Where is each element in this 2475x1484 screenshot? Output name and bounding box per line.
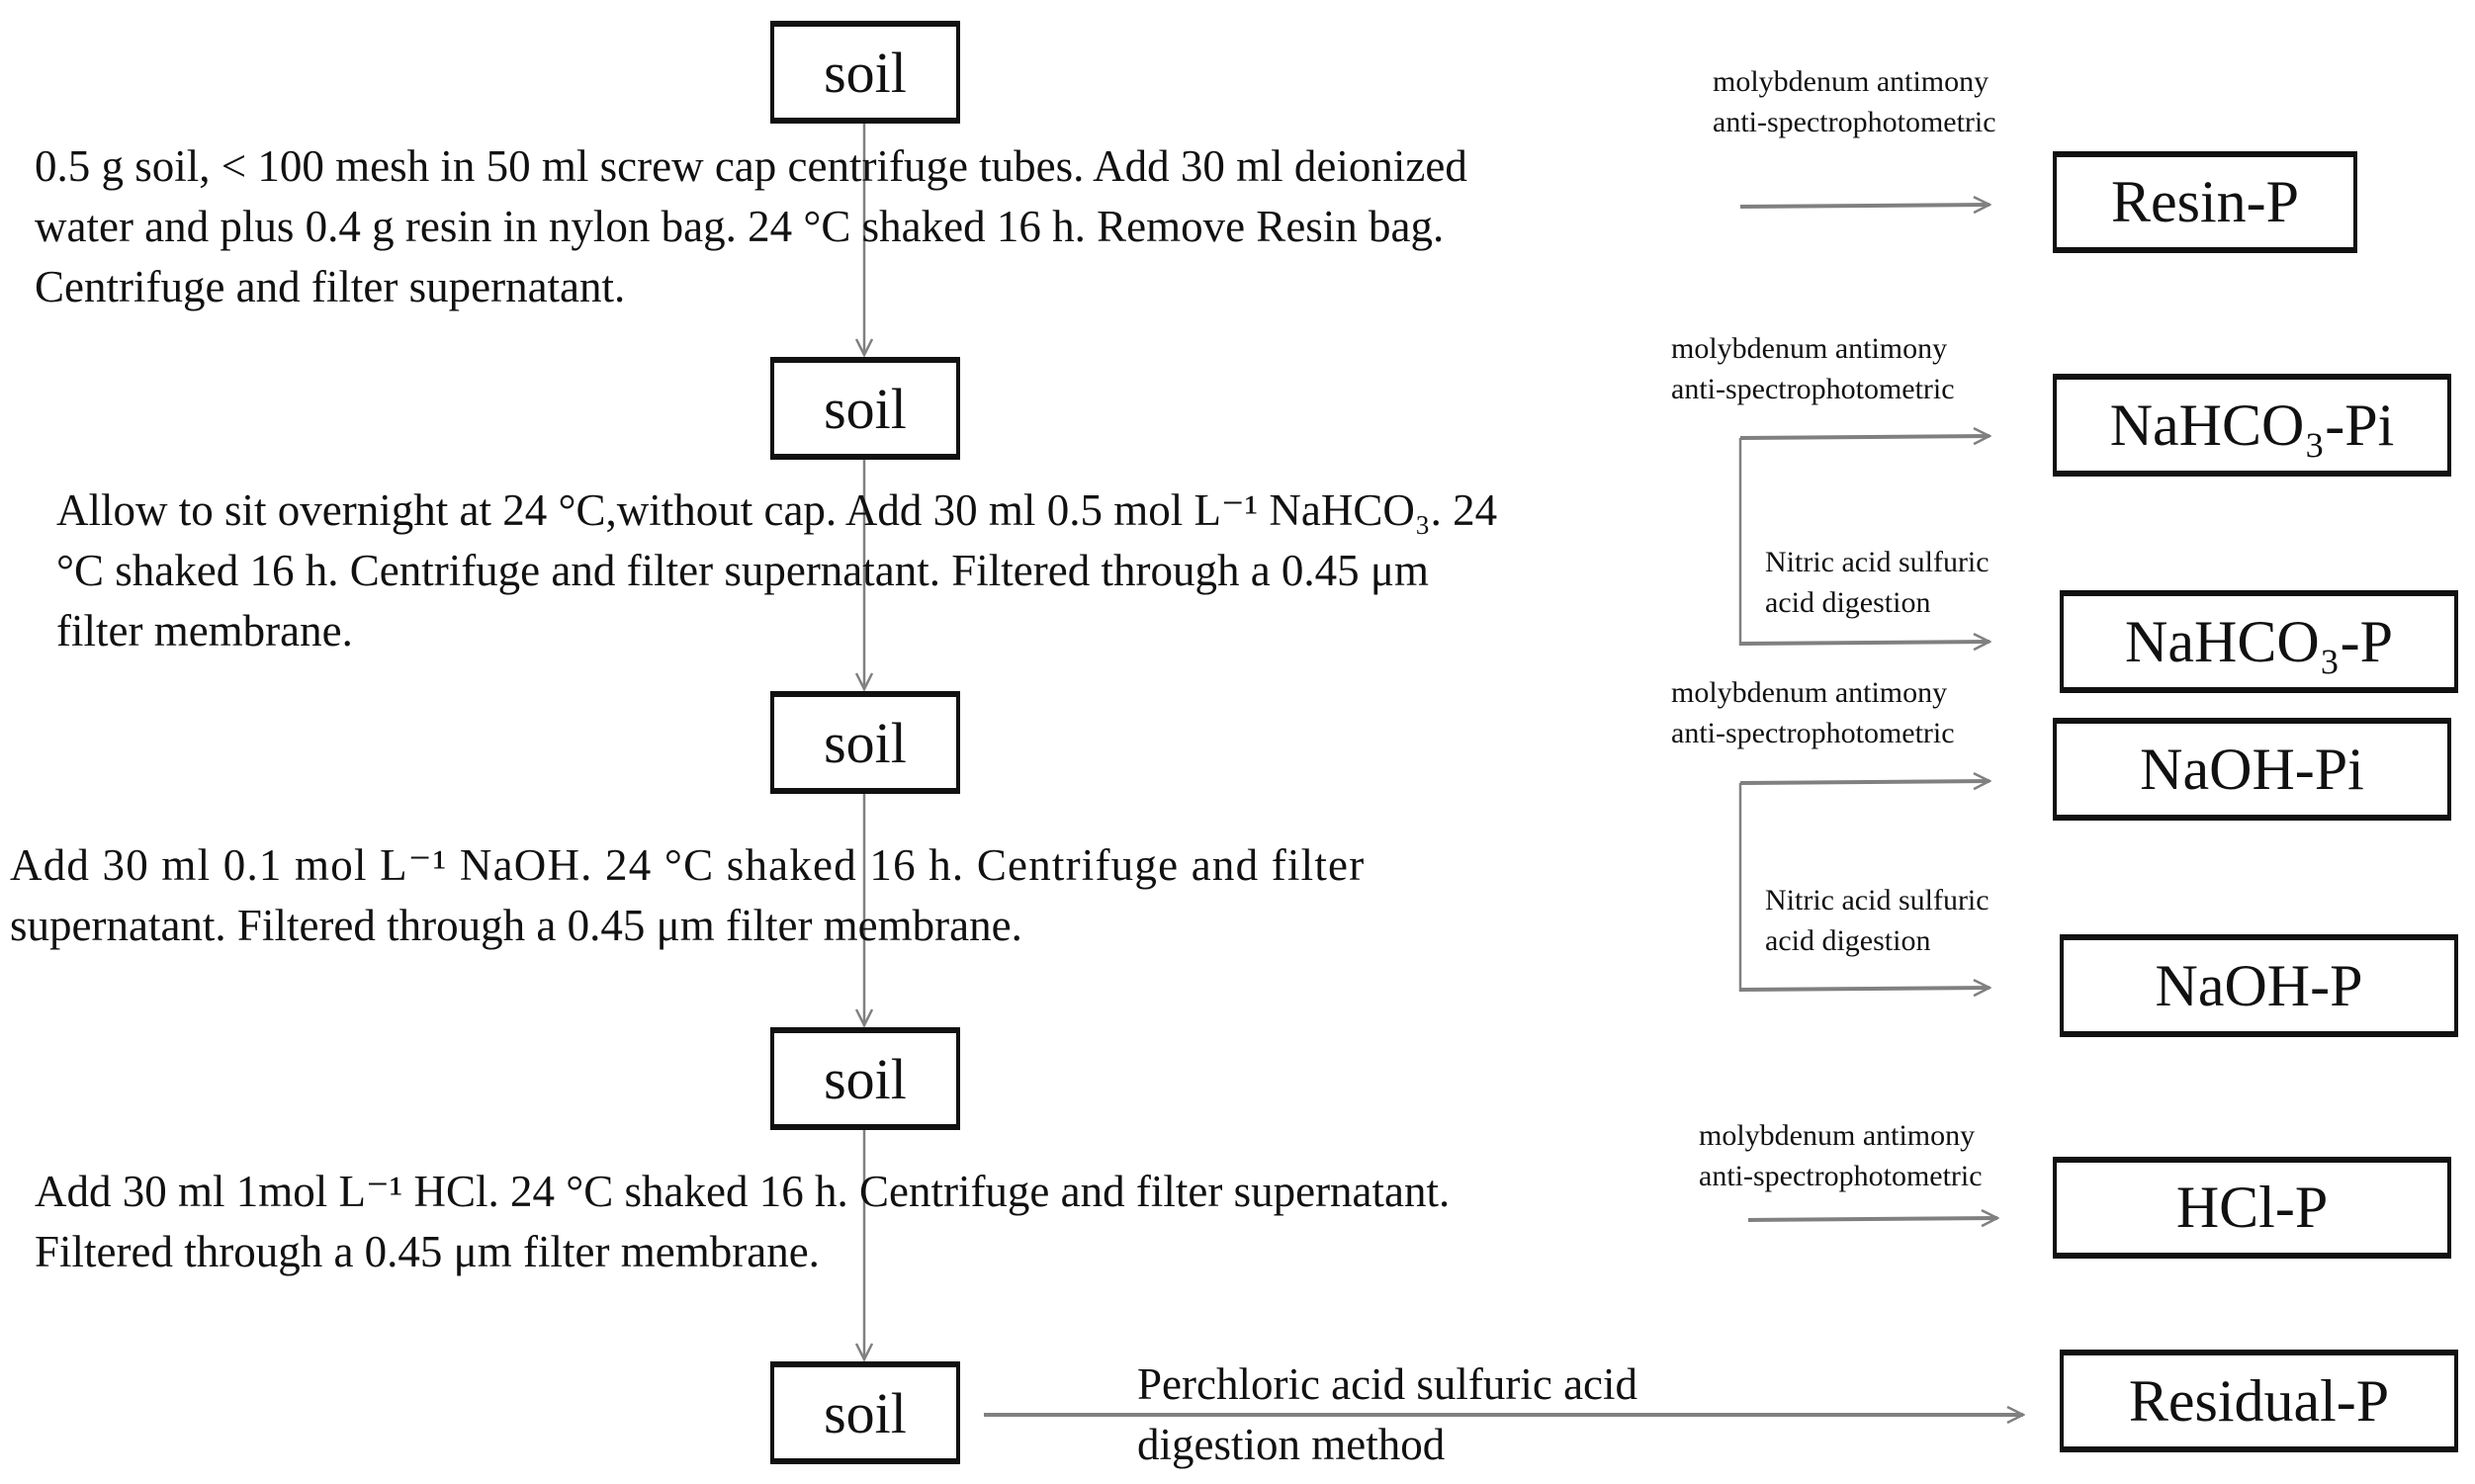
fraction-naoh-pi xyxy=(2053,718,2451,821)
soil-label: soil xyxy=(824,1380,907,1445)
method-text: molybdenum antimony xyxy=(1671,676,1948,709)
step-1-instructions xyxy=(35,136,1467,317)
soil-label: soil xyxy=(824,710,907,775)
fraction-label: Resin-P xyxy=(2110,169,2300,234)
soil-label: soil xyxy=(824,1046,907,1111)
soil-label: soil xyxy=(824,376,907,441)
method-text: anti-spectrophotometric xyxy=(1713,106,1996,138)
method-note-naoh-pi xyxy=(1671,672,1955,753)
method-note-hcl xyxy=(1699,1115,1983,1196)
step-4-instructions xyxy=(35,1162,1450,1282)
method-note-residual xyxy=(1137,1354,1637,1475)
fraction-label: NaHCO₃-P xyxy=(2125,608,2393,674)
method-text: Nitric acid sulfuric xyxy=(1765,546,1989,578)
method-text: anti-spectrophotometric xyxy=(1699,1160,1983,1192)
soil-box-2 xyxy=(770,357,960,460)
fraction-label: HCl-P xyxy=(2175,1175,2329,1240)
method-note-resin xyxy=(1713,61,1996,142)
step-text-line: Centrifuge and filter supernatant. xyxy=(35,262,626,311)
method-note-naoh-p xyxy=(1765,880,1989,961)
step-text-line: 0.5 g soil, < 100 mesh in 50 ml screw cap centrifuge tubes. Add 30 ml deionized xyxy=(35,141,1467,191)
step-2-instructions xyxy=(56,480,1497,661)
step-text-line: supernatant. Filtered through a 0.45 μm filter membrane. xyxy=(10,901,1022,950)
soil-box-4 xyxy=(770,1027,960,1130)
method-text: acid digestion xyxy=(1765,924,1931,957)
method-text: anti-spectrophotometric xyxy=(1671,373,1955,405)
fraction-label: NaHCO₃-Pi xyxy=(2109,392,2395,458)
fraction-label: NaOH-P xyxy=(2155,952,2363,1018)
soil-box-3 xyxy=(770,691,960,794)
fraction-nahco3-p xyxy=(2060,590,2458,693)
step-3-instructions xyxy=(10,835,1365,956)
soil-box-1 xyxy=(770,21,960,124)
fraction-label: Residual-P xyxy=(2128,1367,2390,1434)
fraction-hcl-p xyxy=(2053,1157,2451,1259)
step-text-line: Add 30 ml 0.1 mol L⁻¹ NaOH. 24 °C shaked 16 h. Centrifuge and filter xyxy=(10,840,1366,890)
method-text: acid digestion xyxy=(1765,586,1931,619)
step-text-line: water and plus 0.4 g resin in nylon bag. 24 °C shaked 16 h. Remove Resin bag. xyxy=(35,202,1445,251)
fraction-resin-p xyxy=(2053,151,2357,253)
step-text-line: °C shaked 16 h. Centrifuge and filter supernatant. Filtered through a 0.45 μm xyxy=(56,546,1430,595)
method-note-nahco3-p xyxy=(1765,542,1989,623)
fraction-label: NaOH-Pi xyxy=(2140,736,2364,802)
step-text-line: Filtered through a 0.45 μm filter membrane. xyxy=(35,1227,820,1276)
step-text-line: Allow to sit overnight at 24 °C,without cap. Add 30 ml 0.5 mol L⁻¹ NaHCO₃. 24 xyxy=(56,485,1498,535)
method-text: digestion method xyxy=(1137,1420,1446,1469)
fraction-nahco3-pi xyxy=(2053,374,2451,477)
method-text: molybdenum antimony xyxy=(1699,1119,1976,1152)
method-text: molybdenum antimony xyxy=(1671,332,1948,365)
method-text: anti-spectrophotometric xyxy=(1671,717,1955,749)
fraction-naoh-p xyxy=(2060,934,2458,1037)
soil-box-5 xyxy=(770,1361,960,1464)
soil-label: soil xyxy=(824,40,907,105)
step-text-line: filter membrane. xyxy=(56,606,353,655)
method-text: molybdenum antimony xyxy=(1713,65,1989,98)
method-text: Perchloric acid sulfuric acid xyxy=(1137,1359,1638,1409)
step-text-line: Add 30 ml 1mol L⁻¹ HCl. 24 °C shaked 16 h. Centrifuge and filter supernatant. xyxy=(35,1167,1451,1216)
method-note-nahco3-pi xyxy=(1671,328,1955,409)
fraction-residual-p xyxy=(2060,1350,2458,1452)
method-text: Nitric acid sulfuric xyxy=(1765,884,1989,917)
